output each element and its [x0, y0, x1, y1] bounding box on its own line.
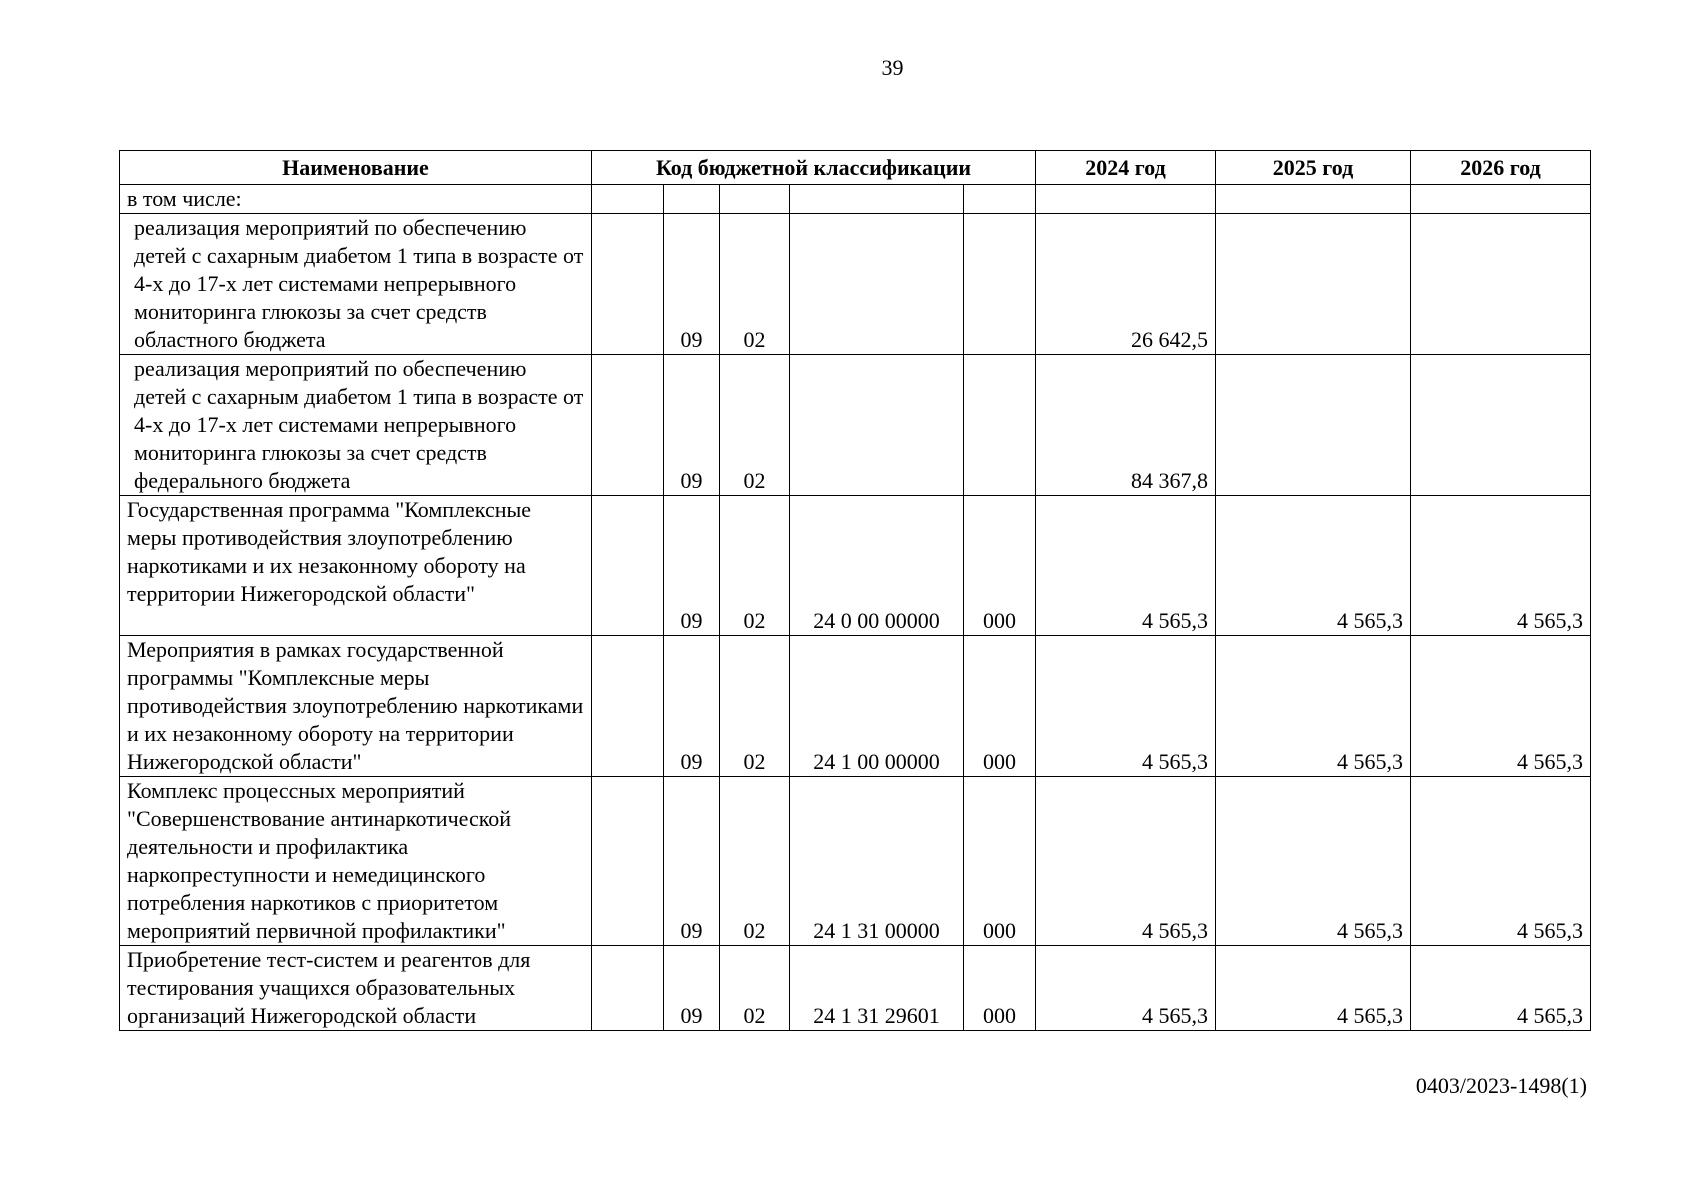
value-2024: 4 565,3: [1036, 496, 1216, 636]
code-part-5: 000: [964, 496, 1036, 636]
value-2025: [1216, 355, 1411, 496]
value-2026: [1411, 185, 1591, 214]
code-part-1: [592, 496, 664, 636]
value-2025: 4 565,3: [1216, 496, 1411, 636]
value-2025: [1216, 185, 1411, 214]
value-2025: 4 565,3: [1216, 777, 1411, 946]
value-2024: 4 565,3: [1036, 777, 1216, 946]
table-row: [120, 214, 1591, 355]
value-2024: [1036, 185, 1216, 214]
code-part-1: [592, 355, 664, 496]
budget-table: [119, 150, 1591, 1031]
code-part-5: 000: [964, 777, 1036, 946]
code-part-5: [964, 355, 1036, 496]
value-2026: [1411, 355, 1591, 496]
table-header-row: [120, 151, 1591, 185]
code-part-2: 09: [664, 496, 720, 636]
code-part-4: 24 1 31 29601: [790, 946, 964, 1031]
page-number: 39: [881, 55, 904, 80]
code-part-1: [592, 636, 664, 777]
table-row: [120, 355, 1591, 496]
header-2024: 2024 год: [1036, 151, 1216, 185]
table-row: [120, 185, 1591, 214]
header-2025: 2025 год: [1216, 151, 1411, 185]
row-name: Мероприятия в рамках государственной программы "Комплексные меры противодействия злоупотреблению наркотиками и их незаконному обороту на территории Нижегородской области": [120, 636, 592, 777]
value-2026: 4 565,3: [1411, 496, 1591, 636]
code-part-3: [720, 185, 790, 214]
header-name: Наименование: [120, 151, 592, 185]
code-part-4: [790, 185, 964, 214]
table-row: [120, 777, 1591, 946]
code-part-4: 24 1 31 00000: [790, 777, 964, 946]
code-part-3: 02: [720, 777, 790, 946]
code-part-1: [592, 777, 664, 946]
value-2024: 4 565,3: [1036, 636, 1216, 777]
value-2026: 4 565,3: [1411, 777, 1591, 946]
row-name: реализация мероприятий по обеспечению детей с сахарным диабетом 1 типа в возрасте от 4-х до 17-х лет системами непрерывного мониторинга глюкозы за счет средств федерального бюджета: [120, 355, 592, 496]
code-part-2: [664, 185, 720, 214]
code-part-3: 02: [720, 214, 790, 355]
value-2024: 84 367,8: [1036, 355, 1216, 496]
code-part-4: [790, 214, 964, 355]
code-part-2: 09: [664, 777, 720, 946]
value-2026: 4 565,3: [1411, 636, 1591, 777]
header-2026: 2026 год: [1411, 151, 1591, 185]
table-row: [120, 636, 1591, 777]
header-code: Код бюджетной классификации: [592, 151, 1036, 185]
code-part-5: [964, 214, 1036, 355]
code-part-5: 000: [964, 636, 1036, 777]
value-2025: 4 565,3: [1216, 946, 1411, 1031]
row-name: в том числе:: [120, 185, 592, 214]
code-part-2: 09: [664, 214, 720, 355]
code-part-1: [592, 185, 664, 214]
code-part-5: 000: [964, 946, 1036, 1031]
value-2025: [1216, 214, 1411, 355]
code-part-2: 09: [664, 636, 720, 777]
value-2025: 4 565,3: [1216, 636, 1411, 777]
code-part-3: 02: [720, 355, 790, 496]
code-part-4: 24 1 00 00000: [790, 636, 964, 777]
table-row: [120, 946, 1591, 1031]
code-part-4: [790, 355, 964, 496]
code-part-5: [964, 185, 1036, 214]
code-part-3: 02: [720, 946, 790, 1031]
code-part-1: [592, 214, 664, 355]
code-part-3: 02: [720, 636, 790, 777]
code-part-3: 02: [720, 496, 790, 636]
row-name: Государственная программа "Комплексные меры противодействия злоупотреблению наркотиками и их незаконному обороту на территории Нижегородской области": [120, 496, 592, 636]
row-name: реализация мероприятий по обеспечению детей с сахарным диабетом 1 типа в возрасте от 4-х до 17-х лет системами непрерывного мониторинга глюкозы за счет средств областного бюджета: [120, 214, 592, 355]
value-2026: 4 565,3: [1411, 946, 1591, 1031]
value-2024: 26 642,5: [1036, 214, 1216, 355]
code-part-2: 09: [664, 946, 720, 1031]
code-part-1: [592, 946, 664, 1031]
row-name: Комплекс процессных мероприятий "Совершенствование антинаркотической деятельности и профилактика наркопреступности и немедицинского потребления наркотиков с приоритетом мероприятий первичной профилактики": [120, 777, 592, 946]
code-part-2: 09: [664, 355, 720, 496]
value-2026: [1411, 214, 1591, 355]
value-2024: 4 565,3: [1036, 946, 1216, 1031]
table-row: [120, 496, 1591, 636]
code-part-4: 24 0 00 00000: [790, 496, 964, 636]
row-name: Приобретение тест-систем и реагентов для тестирования учащихся образовательных организаций Нижегородской области: [120, 946, 592, 1031]
document-code: 0403/2023-1498(1): [1415, 1073, 1587, 1098]
